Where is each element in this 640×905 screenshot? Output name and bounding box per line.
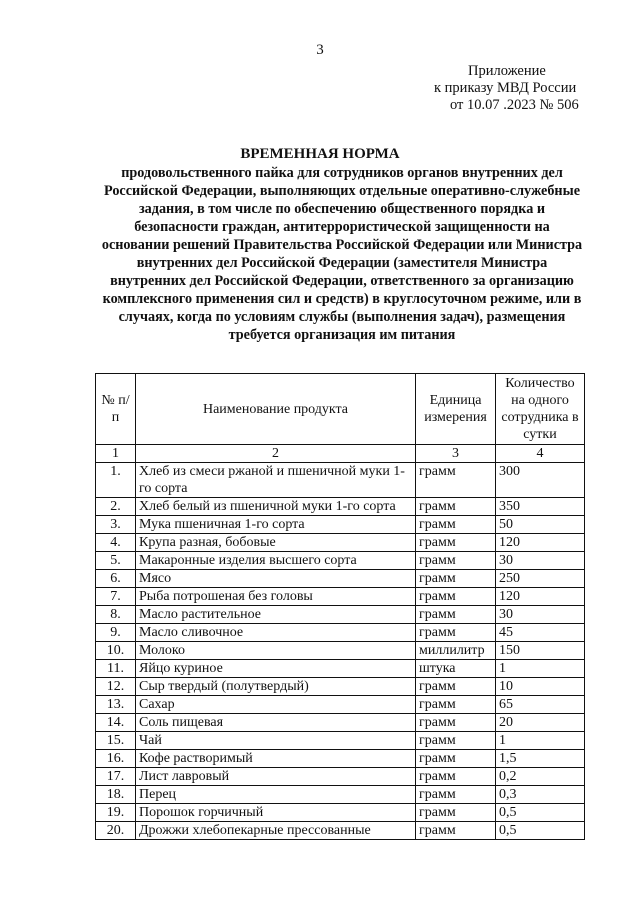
document-title: ВРЕМЕННАЯ НОРМА: [240, 146, 400, 162]
header-quantity: Количество на одного сотрудника в сутки: [496, 374, 585, 445]
quantity-cell: 30: [496, 606, 585, 624]
unit-cell: грамм: [416, 732, 496, 750]
quantity-cell: 30: [496, 552, 585, 570]
unit-cell: грамм: [416, 606, 496, 624]
row-number: 12.: [96, 678, 136, 696]
product-name: Масло сливочное: [136, 624, 416, 642]
table-row: [96, 498, 585, 516]
row-number: 20.: [96, 822, 136, 840]
row-number: 11.: [96, 660, 136, 678]
product-name: Хлеб из смеси ржаной и пшеничной муки 1-го сорта: [136, 463, 416, 498]
table-row: [96, 678, 585, 696]
quantity-cell: 0,5: [496, 822, 585, 840]
quantity-cell: 250: [496, 570, 585, 588]
header-unit: Единица измерения: [416, 374, 496, 445]
unit-cell: грамм: [416, 534, 496, 552]
product-name: Перец: [136, 786, 416, 804]
unit-cell: грамм: [416, 696, 496, 714]
unit-cell: грамм: [416, 714, 496, 732]
index-cell: 1: [96, 445, 136, 463]
quantity-cell: 50: [496, 516, 585, 534]
quantity-cell: 1,5: [496, 750, 585, 768]
row-number: 10.: [96, 642, 136, 660]
row-number: 5.: [96, 552, 136, 570]
table-row: [96, 822, 585, 840]
quantity-cell: 1: [496, 660, 585, 678]
row-number: 18.: [96, 786, 136, 804]
quantity-cell: 120: [496, 588, 585, 606]
quantity-cell: 45: [496, 624, 585, 642]
quantity-cell: 10: [496, 678, 585, 696]
product-name: Молоко: [136, 642, 416, 660]
row-number: 7.: [96, 588, 136, 606]
table-row: [96, 588, 585, 606]
appendix-block: [420, 63, 620, 114]
quantity-cell: 65: [496, 696, 585, 714]
table-row: [96, 750, 585, 768]
row-number: 9.: [96, 624, 136, 642]
table-row: [96, 606, 585, 624]
product-name: Мясо: [136, 570, 416, 588]
row-number: 16.: [96, 750, 136, 768]
unit-cell: грамм: [416, 822, 496, 840]
product-name: Дрожжи хлебопекарные прессованные: [136, 822, 416, 840]
row-number: 19.: [96, 804, 136, 822]
page-number: 3: [316, 42, 324, 58]
table-row: [96, 804, 585, 822]
index-cell: 4: [496, 445, 585, 463]
appendix-label: Приложение: [468, 63, 546, 79]
product-name: Сахар: [136, 696, 416, 714]
table-row: [96, 624, 585, 642]
product-name: Сыр твердый (полутвердый): [136, 678, 416, 696]
table-row: [96, 642, 585, 660]
unit-cell: грамм: [416, 498, 496, 516]
row-number: 17.: [96, 768, 136, 786]
ration-table: [95, 373, 585, 840]
appendix-order-ref: к приказу МВД России: [434, 80, 577, 96]
product-name: Соль пищевая: [136, 714, 416, 732]
unit-cell: грамм: [416, 570, 496, 588]
row-number: 4.: [96, 534, 136, 552]
unit-cell: грамм: [416, 588, 496, 606]
unit-cell: грамм: [416, 463, 496, 498]
unit-cell: грамм: [416, 516, 496, 534]
row-number: 13.: [96, 696, 136, 714]
unit-cell: миллилитр: [416, 642, 496, 660]
row-number: 8.: [96, 606, 136, 624]
quantity-cell: 0,3: [496, 786, 585, 804]
unit-cell: штука: [416, 660, 496, 678]
unit-cell: грамм: [416, 552, 496, 570]
product-name: Яйцо куриное: [136, 660, 416, 678]
quantity-cell: 150: [496, 642, 585, 660]
header-product-name: Наименование продукта: [136, 374, 416, 445]
product-name: Макаронные изделия высшего сорта: [136, 552, 416, 570]
quantity-cell: 120: [496, 534, 585, 552]
table-row: [96, 534, 585, 552]
product-name: Масло растительное: [136, 606, 416, 624]
product-name: Хлеб белый из пшеничной муки 1-го сорта: [136, 498, 416, 516]
appendix-order-date: от 10.07 .2023 № 506: [450, 97, 579, 113]
table-index-row: [96, 445, 585, 463]
product-name: Кофе растворимый: [136, 750, 416, 768]
index-cell: 2: [136, 445, 416, 463]
table-row: [96, 732, 585, 750]
product-name: Крупа разная, бобовые: [136, 534, 416, 552]
unit-cell: грамм: [416, 786, 496, 804]
table-row: [96, 696, 585, 714]
row-number: 14.: [96, 714, 136, 732]
unit-cell: грамм: [416, 768, 496, 786]
row-number: 15.: [96, 732, 136, 750]
row-number: 1.: [96, 463, 136, 498]
table-row: [96, 786, 585, 804]
table-row: [96, 463, 585, 498]
product-name: Чай: [136, 732, 416, 750]
quantity-cell: 300: [496, 463, 585, 498]
quantity-cell: 350: [496, 498, 585, 516]
table-row: [96, 570, 585, 588]
table-row: [96, 714, 585, 732]
table-row: [96, 768, 585, 786]
unit-cell: грамм: [416, 750, 496, 768]
table-row: [96, 552, 585, 570]
product-name: Лист лавровый: [136, 768, 416, 786]
quantity-cell: 1: [496, 732, 585, 750]
table-row: [96, 660, 585, 678]
unit-cell: грамм: [416, 624, 496, 642]
quantity-cell: 0,5: [496, 804, 585, 822]
unit-cell: грамм: [416, 804, 496, 822]
header-number: № п/п: [96, 374, 136, 445]
table-body: [96, 463, 585, 840]
quantity-cell: 20: [496, 714, 585, 732]
document-subtitle: продовольственного пайка для сотрудников органов внутренних дел Российской Федерации, выполняющих отдельные оперативно-служебные задания, в том числе по обеспечению общественного порядка и безопасности граждан, антитеррористической защищенности на основании решений Правительства Российской Федерации или Министра внутренних дел Российской Федерации (заместителя Министра внутренних дел Российской Федерации, ответственного за организацию комплексного применения сил и средств) в круглосуточном режиме, или в случаях, когда по условиям службы (выполнения задач), размещения требуется организация им питания: [101, 165, 583, 343]
row-number: 3.: [96, 516, 136, 534]
unit-cell: грамм: [416, 678, 496, 696]
table-header-row: [96, 374, 585, 445]
index-cell: 3: [416, 445, 496, 463]
product-name: Мука пшеничная 1-го сорта: [136, 516, 416, 534]
quantity-cell: 0,2: [496, 768, 585, 786]
product-name: Порошок горчичный: [136, 804, 416, 822]
table-row: [96, 516, 585, 534]
row-number: 6.: [96, 570, 136, 588]
product-name: Рыба потрошеная без головы: [136, 588, 416, 606]
row-number: 2.: [96, 498, 136, 516]
